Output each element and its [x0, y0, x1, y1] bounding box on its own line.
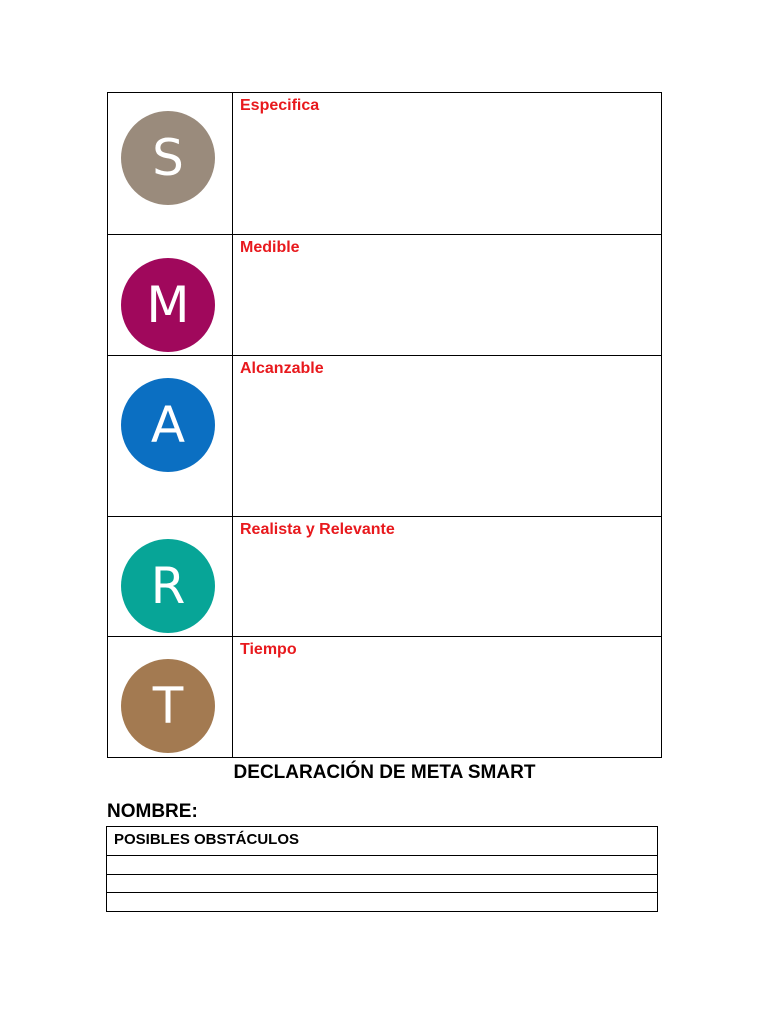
letter-cell	[108, 235, 233, 355]
smart-row-a	[108, 356, 661, 517]
obstacle-row[interactable]	[107, 893, 657, 911]
letter-a: A	[150, 396, 186, 454]
letter-r: R	[150, 557, 186, 615]
letter-circle-a	[121, 378, 215, 472]
label-medible: Medible	[240, 239, 300, 256]
letter-cell	[108, 637, 233, 757]
letter-circle-m	[121, 258, 215, 352]
label-realista-relevante: Realista y Relevante	[240, 521, 395, 538]
letter-circle-s	[121, 111, 215, 205]
letter-m: M	[146, 276, 190, 334]
declaration-title: DECLARACIÓN DE META SMART	[233, 762, 536, 783]
letter-cell	[108, 517, 233, 636]
obstacles-header-row	[107, 827, 657, 856]
smart-row-s	[108, 93, 661, 235]
letter-cell	[108, 93, 233, 234]
smart-row-m	[108, 235, 661, 356]
smart-table	[107, 92, 662, 758]
letter-s: S	[152, 129, 184, 187]
label-tiempo: Tiempo	[240, 641, 297, 658]
name-label: NOMBRE:	[107, 801, 198, 822]
obstacle-row[interactable]	[107, 875, 657, 893]
obstacle-row[interactable]	[107, 856, 657, 875]
obstacles-header: POSIBLES OBSTÁCULOS	[114, 831, 300, 848]
letter-circle-r	[121, 539, 215, 633]
label-especifica: Especifica	[240, 97, 320, 114]
label-alcanzable: Alcanzable	[240, 360, 324, 377]
letter-circle-t	[121, 659, 215, 753]
letter-cell	[108, 356, 233, 516]
smart-row-r	[108, 517, 661, 637]
obstacles-table	[106, 826, 658, 912]
smart-row-t	[108, 637, 661, 757]
letter-t: T	[152, 677, 184, 735]
